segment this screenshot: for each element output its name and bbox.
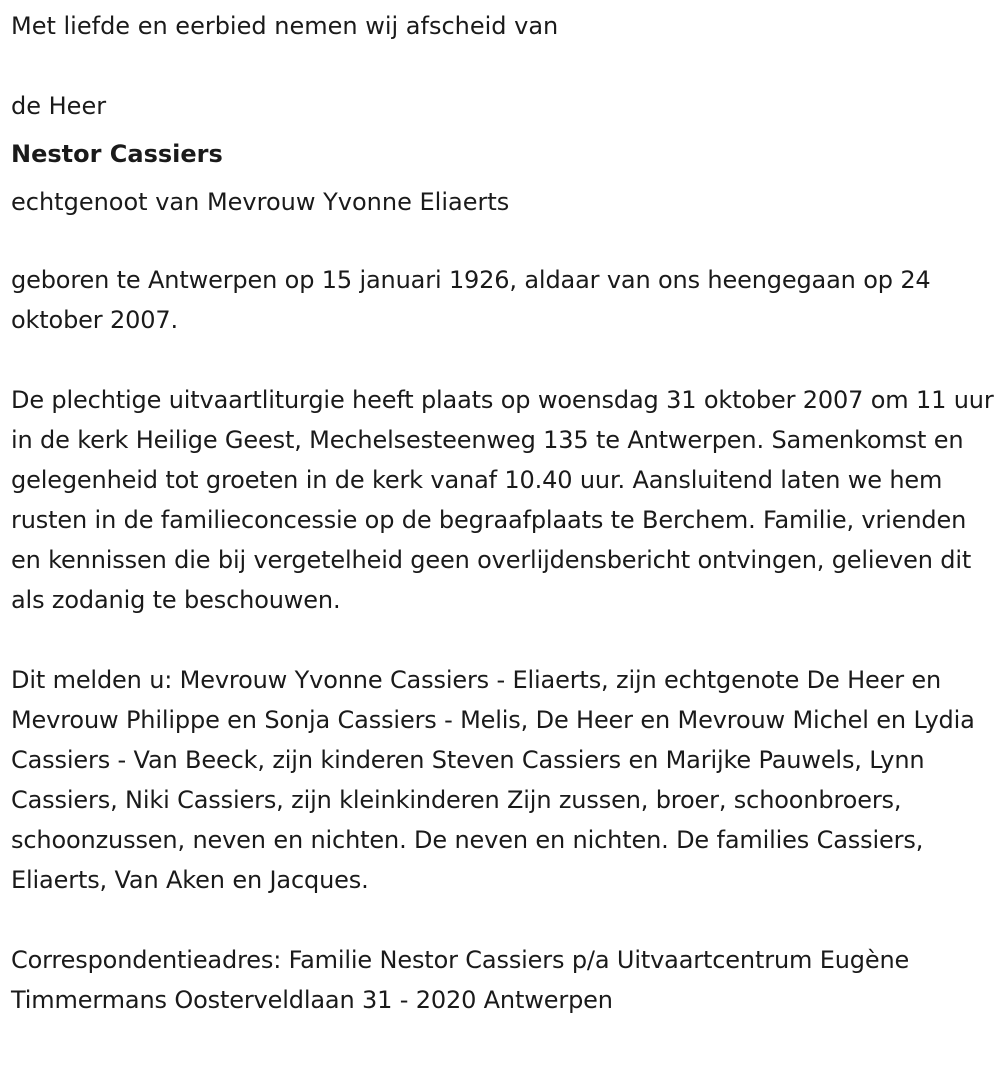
spouse-line: echtgenoot van Mevrouw Yvonne Eliaerts [11, 188, 510, 216]
family-announcement-paragraph: Dit melden u: Mevrouw Yvonne Cassiers - Eliaerts, zijn echtgenote De Heer en Mevrouw Philippe en Sonja Cassiers - Melis, De Heer en Mevrouw Michel en Lydia Cassiers - Van Beeck, zijn kinderen Steven Cassiers en Marijke Pauwels, Lynn Cassiers, Niki Cassiers, zijn kleinkinderen Zijn zussen, broer, schoonbroers, schoonzussen, neven en nichten. De neven en nichten. De families Cassiers, Eliaerts, Van Aken en Jacques. [11, 666, 975, 894]
death-notice [11, 6, 996, 1020]
deceased-name: Nestor Cassiers [11, 140, 223, 168]
correspondence-address: Correspondentieadres: Familie Nestor Cassiers p/a Uitvaartcentrum Eugène Timmermans Oosterveldlaan 31 - 2020 Antwerpen [11, 946, 910, 1014]
honorific-title: de Heer [11, 92, 107, 120]
birth-death-paragraph: geboren te Antwerpen op 15 januari 1926, aldaar van ons heengegaan op 24 oktober 2007. [11, 266, 931, 334]
intro-line: Met liefde en eerbied nemen wij afscheid van [11, 12, 559, 40]
funeral-service-paragraph: De plechtige uitvaartliturgie heeft plaats op woensdag 31 oktober 2007 om 11 uur in de kerk Heilige Geest, Mechelsesteenweg 135 te Antwerpen. Samenkomst en gelegenheid tot groeten in de kerk vanaf 10.40 uur. Aansluitend laten we hem rusten in de familieconcessie op de begraafplaats te Berchem. Familie, vrienden en kennissen die bij vergetelheid geen overlijdensbericht ontvingen, gelieven dit als zodanig te beschouwen. [11, 386, 994, 614]
